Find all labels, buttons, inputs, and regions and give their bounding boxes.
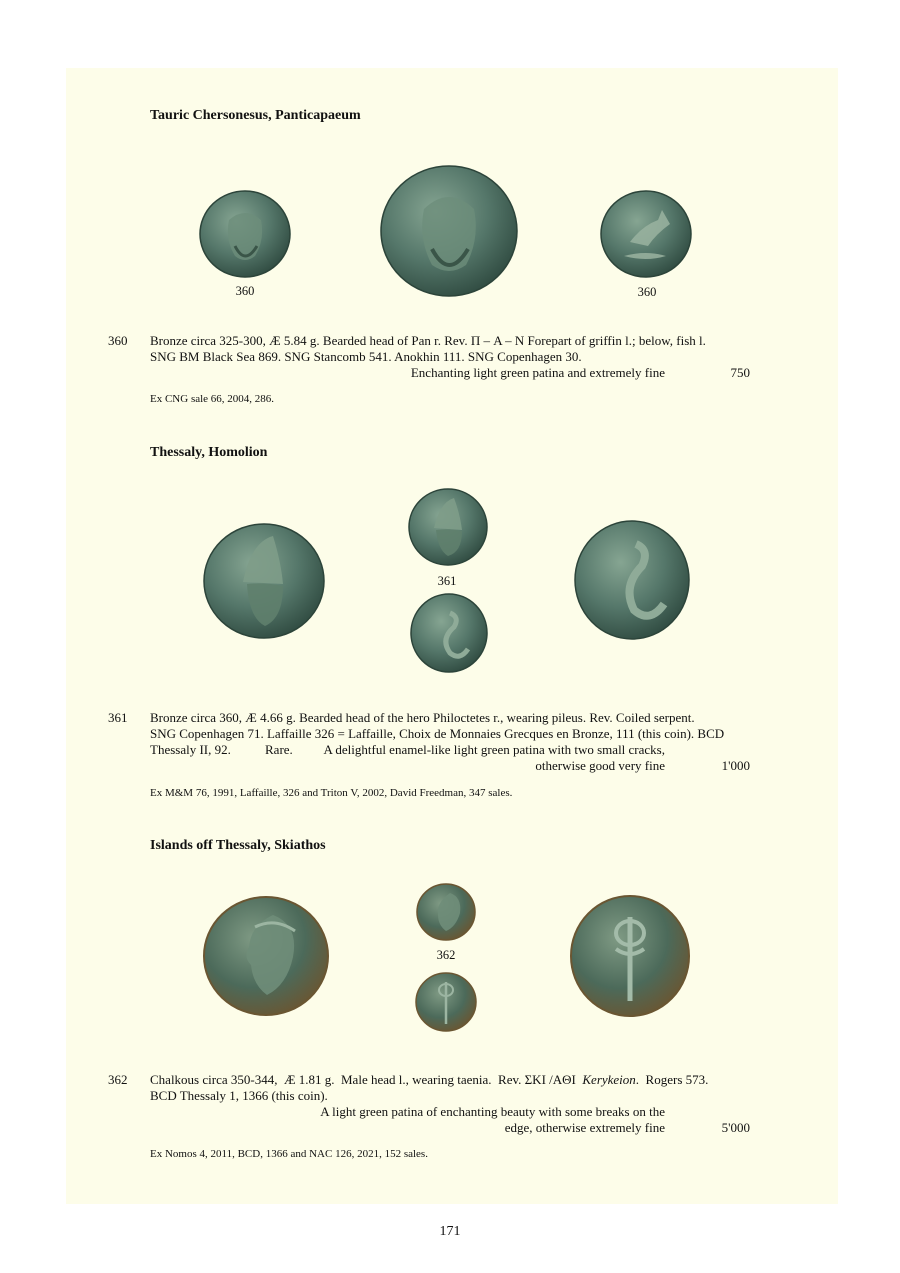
- condition-text: otherwise good very fine: [535, 758, 665, 773]
- rarity-text: Rare.: [265, 742, 293, 757]
- condition-text: Enchanting light green patina and extremely fine: [410, 365, 665, 380]
- description-line: [150, 1072, 750, 1088]
- philoctetes-head-large-coin: [203, 522, 325, 640]
- description-line: Bronze circa 325-300, Æ 5.84 g. Bearded head of Pan r. Rev. Π – A – N Forepart of griffin l.; below, fish l.: [150, 333, 706, 348]
- coin-caption-obverse: 360: [235, 284, 255, 298]
- male-head-taenia-large-coin: [203, 895, 329, 1017]
- description-text: Chalkous circa 350-344, Æ 1.81 g. Male head l., wearing taenia. Rev. ΣKI /AΘI: [150, 1072, 583, 1087]
- bearded-head-of-pan-large-coin: [380, 165, 518, 297]
- description-text: . Rogers 573.: [635, 1072, 709, 1087]
- estimate-price: 1'000: [721, 758, 750, 773]
- condition-text: A delightful enamel-like light green patina with two small cracks,: [323, 742, 665, 757]
- provenance-note: Ex M&M 76, 1991, Laffaille, 326 and Triton V, 2002, David Freedman, 347 sales.: [150, 787, 513, 799]
- description-line-end: Thessaly II, 92.: [150, 742, 231, 757]
- male-head-taenia-small-coin: [416, 883, 476, 941]
- description-line: Bronze circa 360, Æ 4.66 g. Bearded head of the hero Philoctetes r., wearing pileus. Rev. Coiled serpent.: [150, 710, 695, 725]
- kerykeion-large-coin: [570, 895, 690, 1017]
- griffin-and-fish-reverse-coin: [600, 190, 692, 278]
- provenance-note: Ex CNG sale 66, 2004, 286.: [150, 393, 275, 405]
- lot-number: 361: [108, 710, 128, 725]
- coin-caption: 362: [436, 948, 456, 962]
- coin-caption-reverse: 360: [637, 285, 657, 299]
- section-heading-homolion: Thessaly, Homolion: [150, 445, 268, 460]
- description-line: BCD Thessaly 1, 1366 (this coin).: [150, 1088, 328, 1103]
- description-line: SNG Copenhagen 71. Laffaille 326 = Laffaille, Choix de Monnaies Grecques en Bronze, 111 (this coin). BCD: [150, 726, 725, 741]
- description-line: SNG BM Black Sea 869. SNG Stancomb 541. Anokhin 111. SNG Copenhagen 30.: [150, 349, 582, 364]
- page-number: 171: [439, 1224, 461, 1239]
- lot-number: 360: [108, 333, 128, 348]
- coin-caption: 361: [437, 574, 457, 588]
- lot-number: 362: [108, 1072, 128, 1087]
- description-italic-term: Kerykeion: [582, 1072, 636, 1087]
- coiled-serpent-large-coin: [574, 520, 690, 640]
- estimate-price: 750: [730, 365, 750, 380]
- estimate-price: 5'000: [721, 1120, 750, 1135]
- philoctetes-head-small-coin: [408, 488, 488, 566]
- section-heading-skiathos: Islands off Thessaly, Skiathos: [150, 838, 326, 853]
- lot-description: [150, 333, 750, 365]
- bearded-head-of-pan-small-coin: [199, 190, 291, 278]
- coiled-serpent-small-coin: [410, 593, 488, 673]
- section-heading-panticapaeum: Tauric Chersonesus, Panticapaeum: [150, 108, 361, 123]
- kerykeion-small-coin: [415, 972, 477, 1032]
- condition-text: A light green patina of enchanting beauty with some breaks on the: [320, 1104, 665, 1119]
- provenance-note: Ex Nomos 4, 2011, BCD, 1366 and NAC 126, 2021, 152 sales.: [150, 1148, 428, 1160]
- condition-text: edge, otherwise extremely fine: [504, 1120, 665, 1135]
- lot-description: [150, 1072, 750, 1104]
